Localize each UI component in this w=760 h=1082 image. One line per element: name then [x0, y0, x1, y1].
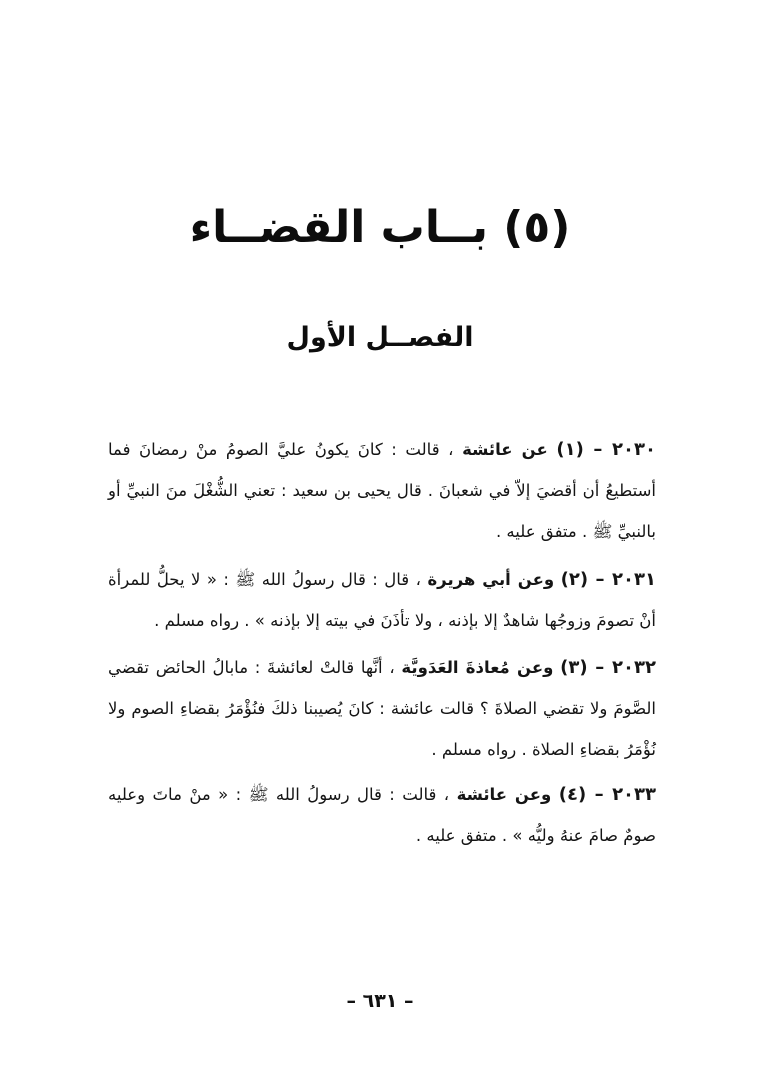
hadith-number: ٢٠٣٢ – (٣): [560, 656, 656, 678]
hadith-text: ، قالت : كانَ يكونُ عليَّ الصومُ منْ رمضانَ فما أستطيعُ أن أقضيَ إلاّ في شعبانَ . قال يحيى بن سعيد : تعني الشُّغْلَ منَ النبيِّ أو بالنبيِّ ﷺ . متفق عليه .: [108, 439, 656, 541]
hadith-text: ، قالت : قال رسولُ الله ﷺ : « منْ ماتَ وعليه صومٌ صامَ عنهُ وليُّه » . متفق عليه .: [108, 784, 656, 845]
section-title: الفصــل الأول: [286, 322, 474, 353]
hadith-2032: [108, 647, 656, 770]
hadith-2030: [108, 429, 656, 552]
hadith-number: ٢٠٣١ – (٢): [560, 568, 656, 590]
hadith-narrator: عن عائشة: [462, 439, 548, 459]
page-number: – ٦٣١ –: [346, 990, 414, 1012]
hadith-number: ٢٠٣٣ – (٤): [558, 783, 657, 805]
hadith-narrator: وعن أبي هريرة: [427, 569, 555, 589]
hadith-narrator: وعن عائشة: [456, 784, 552, 804]
hadith-2031: [108, 559, 656, 641]
hadith-text: ، قال : قال رسولُ الله ﷺ : « لا يحلُّ للمرأة أنْ تصومَ وزوجُها شاهدٌ إلا بإذنه ، ولا تأذَنَ في بيته إلا بإذنه » . رواه مسلم .: [108, 569, 656, 630]
hadith-text: ، أنَّها قالتْ لعائشةَ : مابالُ الحائض تقضي الصَّومَ ولا تقضي الصلاةَ ؟ قالت عائشة : كانَ يُصيبنا ذلكَ فنُؤْمَرُ بقضاءِ الصوم ولا نُؤْمَرُ بقضاءِ الصلاة . رواه مسلم .: [108, 657, 656, 759]
hadith-number: ٢٠٣٠ – (١): [556, 438, 656, 460]
hadith-2033: [108, 774, 656, 856]
chapter-title: (٥) بــاب القضــاء: [189, 202, 571, 253]
hadith-narrator: وعن مُعاذةَ العَدَويَّة: [401, 657, 554, 677]
